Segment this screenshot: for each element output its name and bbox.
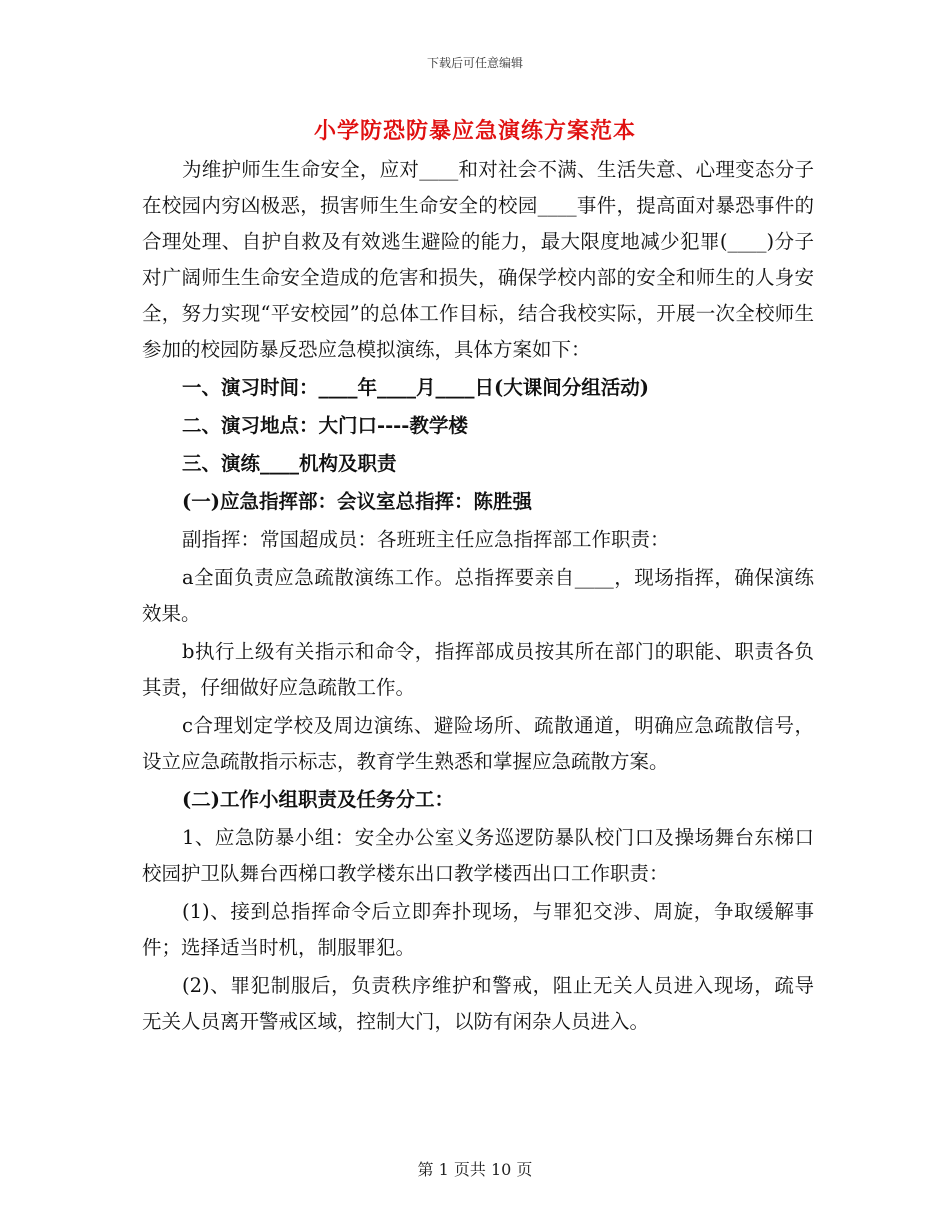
paragraph-duty-a: a全面负责应急疏散演练工作。总指挥要亲自____，现场指挥，确保演练效果。 xyxy=(142,566,814,625)
subsection-command-center: (一)应急指挥部：会议室总指挥：陈胜强 xyxy=(182,490,532,513)
paragraph-anti-riot-group: 1、应急防暴小组：安全办公室义务巡逻防暴队校门口及操场舞台东梯口校园护卫队舞台西梯口教学楼东出口教学楼西出口工作职责： xyxy=(142,826,814,885)
paragraph-deputy-commander: 副指挥：常国超成员：各班班主任应急指挥部工作职责： xyxy=(182,528,670,551)
document-body xyxy=(142,152,814,1042)
page-number-footer: 第 1 页共 10 页 xyxy=(417,1160,533,1179)
section-drill-location: 二、演习地点：大门口----教学楼 xyxy=(182,414,468,437)
paragraph-duty-c: c合理划定学校及周边演练、避险场所、疏散通道，明确应急疏散信号，设立应急疏散指示标志，教育学生熟悉和掌握应急疏散方案。 xyxy=(142,714,814,773)
paragraph-item-2: (2)、罪犯制服后，负责秩序维护和警戒，阻止无关人员进入现场，疏导无关人员离开警戒区域，控制大门，以防有闲杂人员进入。 xyxy=(142,974,814,1033)
intro-paragraph: 为维护师生生命安全，应对____和对社会不满、生活失意、心理变态分子在校园内穷凶极恶，损害师生生命安全的校园____事件，提高面对暴恐事件的合理处理、自护自救及有效逃生避险的能力，最大限度地减少犯罪(____)分子对广阔师生生命安全造成的危害和损失，确保学校内部的安全和师生的人身安全，努力实现“平安校园”的总体工作目标，结合我校实际，开展一次全校师生参加的校园防暴反恐应急模拟演练，具体方案如下： xyxy=(142,158,814,361)
page-header-note: 下载后可任意编辑 xyxy=(426,56,523,70)
paragraph-item-1: (1)、接到总指挥命令后立即奔扑现场，与罪犯交涉、周旋，争取缓解事件；选择适当时机，制服罪犯。 xyxy=(142,900,814,959)
subsection-work-groups: (二)工作小组职责及任务分工： xyxy=(182,788,454,811)
section-drill-time: 一、演习时间：____年____月____日(大课间分组活动) xyxy=(182,376,649,399)
section-drill-organization: 三、演练____机构及职责 xyxy=(182,452,397,475)
paragraph-duty-b: b执行上级有关指示和命令，指挥部成员按其所在部门的职能、职责各负其责，仔细做好应急疏散工作。 xyxy=(142,640,814,699)
document-title: 小学防恐防暴应急演练方案范本 xyxy=(313,118,636,144)
